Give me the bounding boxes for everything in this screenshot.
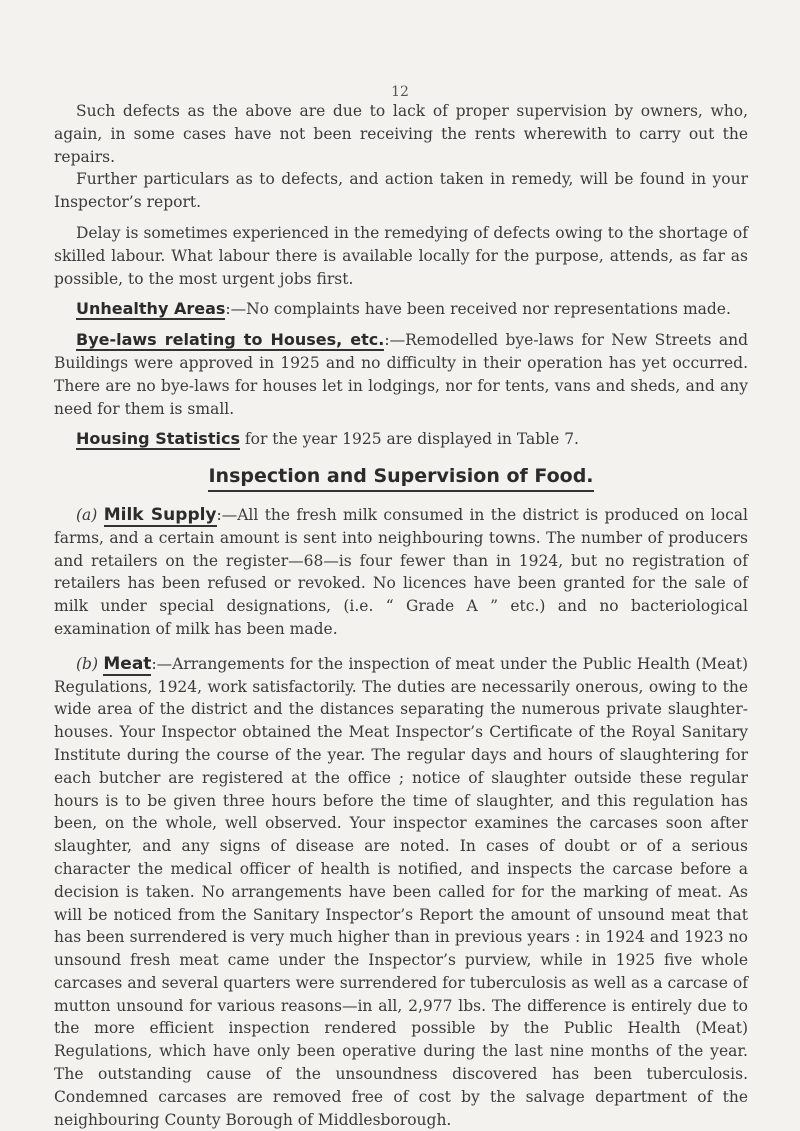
heading-housing-statistics: Housing Statistics	[76, 429, 240, 449]
paragraph-bye-laws	[54, 329, 748, 420]
paragraph-defects-particulars: Further particulars as to defects, and action taken in remedy, will be found in your Inspector’s report.	[54, 170, 748, 212]
text-meat: :—Arrangements for the inspection of meat under the Public Health (Meat) Regulations, 1924, work satisfactorily. The duties are necessarily onerous, owing to the wide area of the district and the distances separating the numerous private slaughter-houses. Your Inspector obtained the Meat Inspector’s Certificate of the Royal Sanitary Institute during the course of the year. The regular days and hours of slaughtering for each butcher are registered at the office ; notice of slaughter outside these regular hours is to be given three hours before the time of slaughter, and this regulation has been, on the whole, well observed. Your inspector examines the carcases soon after slaughter, and any signs of disease are noted. In cases of doubt or of a serious character the medical officer of health is notified, and inspects the carcase before a decision is taken. No arrangements have been called for for the marking of meat. As will be noticed from the Sanitary Inspector’s Report the amount of unsound meat that has been surrendered is very much higher than in previous years : in 1924 and 1923 no unsound fresh meat came under the Inspector’s purview, while in 1925 five whole carcases and several quarters were surrendered for tuberculosis as well as a carcase of mutton unsound for various reasons—in all, 2,977 lbs. The difference is entirely due to the more efficient inspection rendered possible by the Public Health (Meat) Regulations, which have only been operative during the last nine months of the year. The outstanding cause of the unsoundness discovered has been tuberculosis. Condemned carcases are removed free of cost by the salvage department of the neighbouring County Borough of Middlesborough.	[54, 654, 748, 1129]
paragraph-meat	[54, 653, 748, 1131]
text-housing-statistics: for the year 1925 are displayed in Table 7.	[239, 430, 579, 449]
section-title	[54, 465, 748, 492]
text-bye-laws: :—Remodelled bye-laws for New Streets and Buildings were approved in 1925 and no difficulty in their operation has yet occurred. There are no bye-laws for houses let in lodgings, nor for tents, vans and sheds, and any need for them is small.	[54, 331, 749, 418]
text-milk-supply: :—All the fresh milk consumed in the district is produced on local farms, and a certain amount is sent into neighbouring towns. The number of producers and retailers on the register—68—is four fewer than in 1924, but no registration of retailers has been refused or revoked. No licences have been granted for the sale of milk under special designations, (i.e. “ Grade A ” etc.) and no bacteriological examination of milk has been made.	[54, 505, 748, 638]
heading-milk-supply: Milk Supply	[103, 504, 217, 525]
heading-unhealthy-areas: Unhealthy Areas	[76, 299, 226, 319]
section-title-text: Inspection and Supervision of Food.	[208, 465, 593, 492]
text-unhealthy-areas: :—No complaints have been received nor representations made.	[225, 300, 731, 319]
paragraph-housing-statistics	[54, 428, 748, 451]
paragraph-delay: Delay is sometimes experienced in the remedying of defects owing to the shortage of skilled labour. What labour there is available locally for the purpose, attends, as far as possible, to the most urgent jobs first.	[54, 223, 748, 288]
page-number: 12	[391, 84, 409, 100]
label-a: (a)	[76, 505, 98, 524]
paragraph-milk-supply	[54, 504, 748, 641]
heading-meat: Meat	[103, 653, 152, 674]
label-b: (b)	[76, 654, 99, 673]
heading-bye-laws: Bye-laws relating to Houses, etc.	[76, 330, 385, 350]
page-body	[54, 100, 748, 1131]
paragraph-unhealthy-areas	[54, 298, 748, 321]
paragraph-defects-cause: Such defects as the above are due to lack of proper supervision by owners, who, again, in some cases have not been receiving the rents wherewith to carry out the repairs.	[54, 102, 748, 166]
